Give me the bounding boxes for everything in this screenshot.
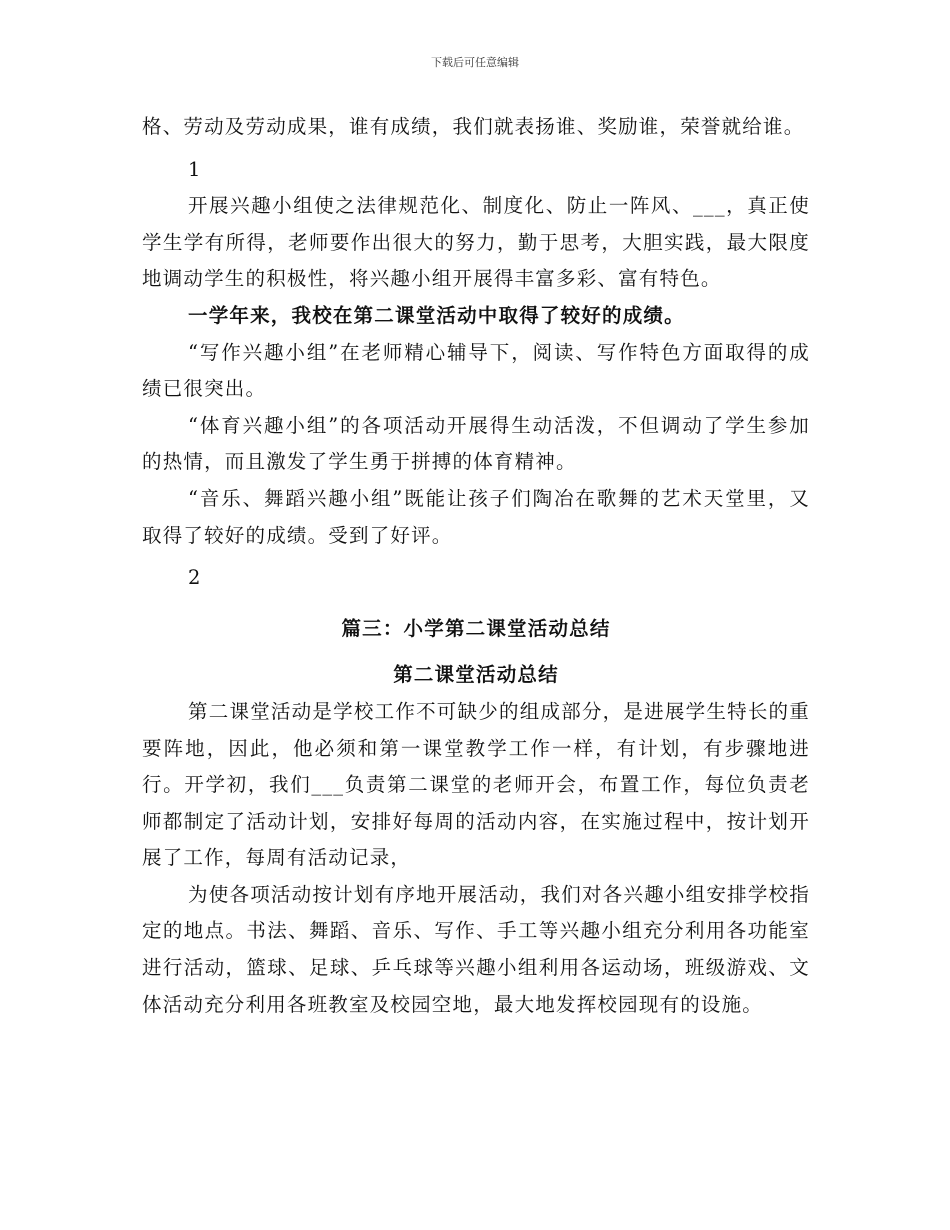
page-header: 下载后可任意编辑 xyxy=(431,56,519,69)
sub-title: 第二课堂活动总结 xyxy=(393,663,559,687)
section-title: 篇三：小学第二课堂活动总结 xyxy=(341,616,611,640)
paragraph-music-group: “音乐、舞蹈兴趣小组”既能让孩子们陶冶在歌舞的艺术天堂里，又取得了较好的成绩。受到了好评。 xyxy=(142,486,810,547)
bold-summary-line: 一学年来，我校在第二课堂活动中取得了较好的成绩。 xyxy=(188,303,685,327)
paragraph-activity-locations: 为使各项活动按计划有序地开展活动，我们对各兴趣小组安排学校指定的地点。书法、舞蹈、音乐、写作、手工等兴趣小组充分利用各功能室进行活动，篮球、足球、乒乓球等兴趣小组利用各运动场，班级游戏、文体活动充分利用各班教室及校园空地，最大地发挥校园现有的设施。 xyxy=(142,882,810,1016)
paragraph-writing-group: “写作兴趣小组”在老师精心辅导下，阅读、写作特色方面取得的成绩已很突出。 xyxy=(142,340,810,401)
paragraph-sports-group: “体育兴趣小组”的各项活动开展得生动活泼，不但调动了学生参加的热情，而且激发了学生勇于拼搏的体育精神。 xyxy=(142,413,810,474)
page-number-1: 1 xyxy=(188,157,201,181)
paragraph-continued: 格、劳动及劳动成果，谁有成绩，我们就表扬谁、奖励谁，荣誉就给谁。 xyxy=(142,115,805,138)
page-number-2: 2 xyxy=(188,566,201,590)
paragraph-interest-groups: 开展兴趣小组使之法律规范化、制度化、防止一阵风、___，真正使学生学有所得，老师要作出很大的努力，勤于思考，大胆实践，最大限度地调动学生的积极性，将兴趣小组开展得丰富多彩、富有特色。 xyxy=(142,194,810,291)
document-body xyxy=(142,109,810,1023)
paragraph-second-classroom: 第二课堂活动是学校工作不可缺少的组成部分，是进展学生特长的重要阵地，因此，他必须和第一课堂教学工作一样，有计划，有步骤地进行。开学初，我们___负责第二课堂的老师开会，布置工作，每位负责老师都制定了活动计划，安排好每周的活动内容，在实施过程中，按计划开展了工作，每周有活动记录， xyxy=(142,699,810,870)
